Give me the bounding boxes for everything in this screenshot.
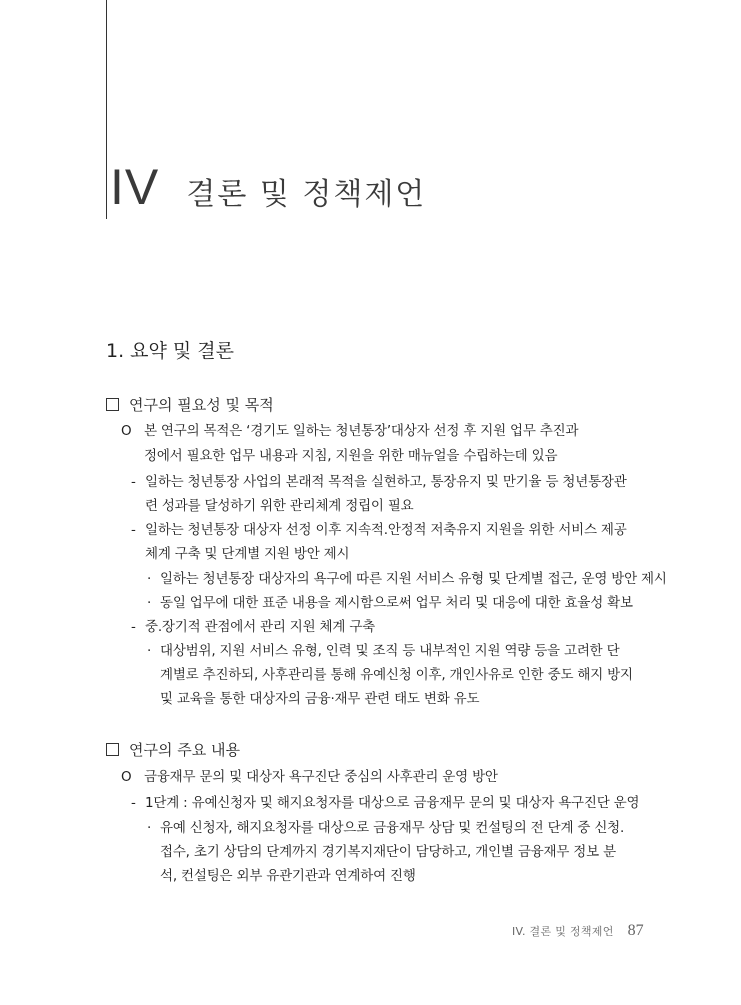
dot-bullet-icon: · bbox=[147, 571, 152, 587]
page-footer bbox=[512, 920, 644, 940]
checkbox-square-icon bbox=[106, 398, 119, 411]
dash-bullet-icon: - bbox=[131, 795, 136, 811]
paragraph-line: 체계 구축 및 단계별 지원 방안 제시 bbox=[145, 546, 350, 562]
paragraph-line: 련 성과를 달성하기 위한 관리체계 정립이 필요 bbox=[145, 498, 414, 514]
footer-chapter-label: IV. 결론 및 정책제언 bbox=[512, 925, 614, 938]
page-number: 87 bbox=[627, 922, 644, 939]
paragraph-line: 유예 신청자, 해지요청자를 대상으로 금융재무 상담 및 컨설팅의 전 단계 중 신청. bbox=[160, 820, 625, 836]
section-title: 1. 요약 및 결론 bbox=[106, 340, 235, 362]
dot-bullet-icon: · bbox=[147, 643, 152, 659]
chapter-number: IV bbox=[110, 159, 160, 215]
block-heading-contents bbox=[106, 739, 240, 760]
paragraph-line: 일하는 청년통장 대상자의 욕구에 따른 지원 서비스 유형 및 단계별 접근, 운영 방안 제시 bbox=[160, 571, 667, 587]
paragraph-line: 일하는 청년통장 사업의 본래적 목적을 실현하고, 통장유지 및 만기율 등 청년통장관 bbox=[145, 474, 627, 490]
paragraph-line: 석, 컨설팅은 외부 유관기관과 연계하여 진행 bbox=[160, 868, 416, 884]
circle-bullet-icon: O bbox=[121, 769, 132, 785]
paragraph-line: 대상범위, 지원 서비스 유형, 인력 및 조직 등 내부적인 지원 역량 등을 고려한 단 bbox=[160, 643, 620, 659]
paragraph-line: 동일 업무에 대한 표준 내용을 제시함으로써 업무 처리 및 대응에 대한 효율성 확보 bbox=[160, 595, 633, 611]
checkbox-square-icon bbox=[106, 743, 119, 756]
circle-bullet-icon: O bbox=[121, 423, 132, 439]
paragraph-line: 정에서 필요한 업무 내용과 지침, 지원을 위한 매뉴얼을 수립하는데 있음 bbox=[144, 448, 558, 464]
dash-bullet-icon: - bbox=[131, 474, 136, 490]
block-heading-label: 연구의 주요 내용 bbox=[129, 741, 240, 759]
paragraph-line: 일하는 청년통장 대상자 선정 이후 지속적.안정적 저축유지 지원을 위한 서비스 제공 bbox=[145, 522, 627, 538]
paragraph-line: 및 교육을 통한 대상자의 금융·재무 관련 태도 변화 유도 bbox=[160, 691, 480, 707]
paragraph-line: 중.장기적 관점에서 관리 지원 체계 구축 bbox=[145, 619, 376, 635]
paragraph-line: 본 연구의 목적은 ‘경기도 일하는 청년통장’대상자 선정 후 지원 업무 추진과 bbox=[144, 423, 579, 439]
chapter-divider-line bbox=[106, 0, 107, 219]
paragraph-line: 금융재무 문의 및 대상자 욕구진단 중심의 사후관리 운영 방안 bbox=[144, 769, 498, 785]
dash-bullet-icon: - bbox=[131, 619, 136, 635]
block-heading-label: 연구의 필요성 및 목적 bbox=[129, 396, 274, 414]
paragraph-line: 계별로 추진하되, 사후관리를 통해 유예신청 이후, 개인사유로 인한 중도 해지 방지 bbox=[160, 667, 633, 683]
chapter-title: 결론 및 정책제언 bbox=[186, 177, 427, 212]
dot-bullet-icon: · bbox=[147, 595, 152, 611]
dash-bullet-icon: - bbox=[131, 522, 136, 538]
paragraph-line: 1단계 : 유예신청자 및 해지요청자를 대상으로 금융재무 문의 및 대상자 욕구진단 운영 bbox=[145, 795, 640, 811]
block-heading-purpose bbox=[106, 394, 274, 415]
dot-bullet-icon: · bbox=[147, 820, 152, 836]
chapter-header bbox=[110, 158, 426, 216]
paragraph-line: 접수, 초기 상담의 단계까지 경기복지재단이 담당하고, 개인별 금융재무 정보 분 bbox=[160, 844, 616, 860]
